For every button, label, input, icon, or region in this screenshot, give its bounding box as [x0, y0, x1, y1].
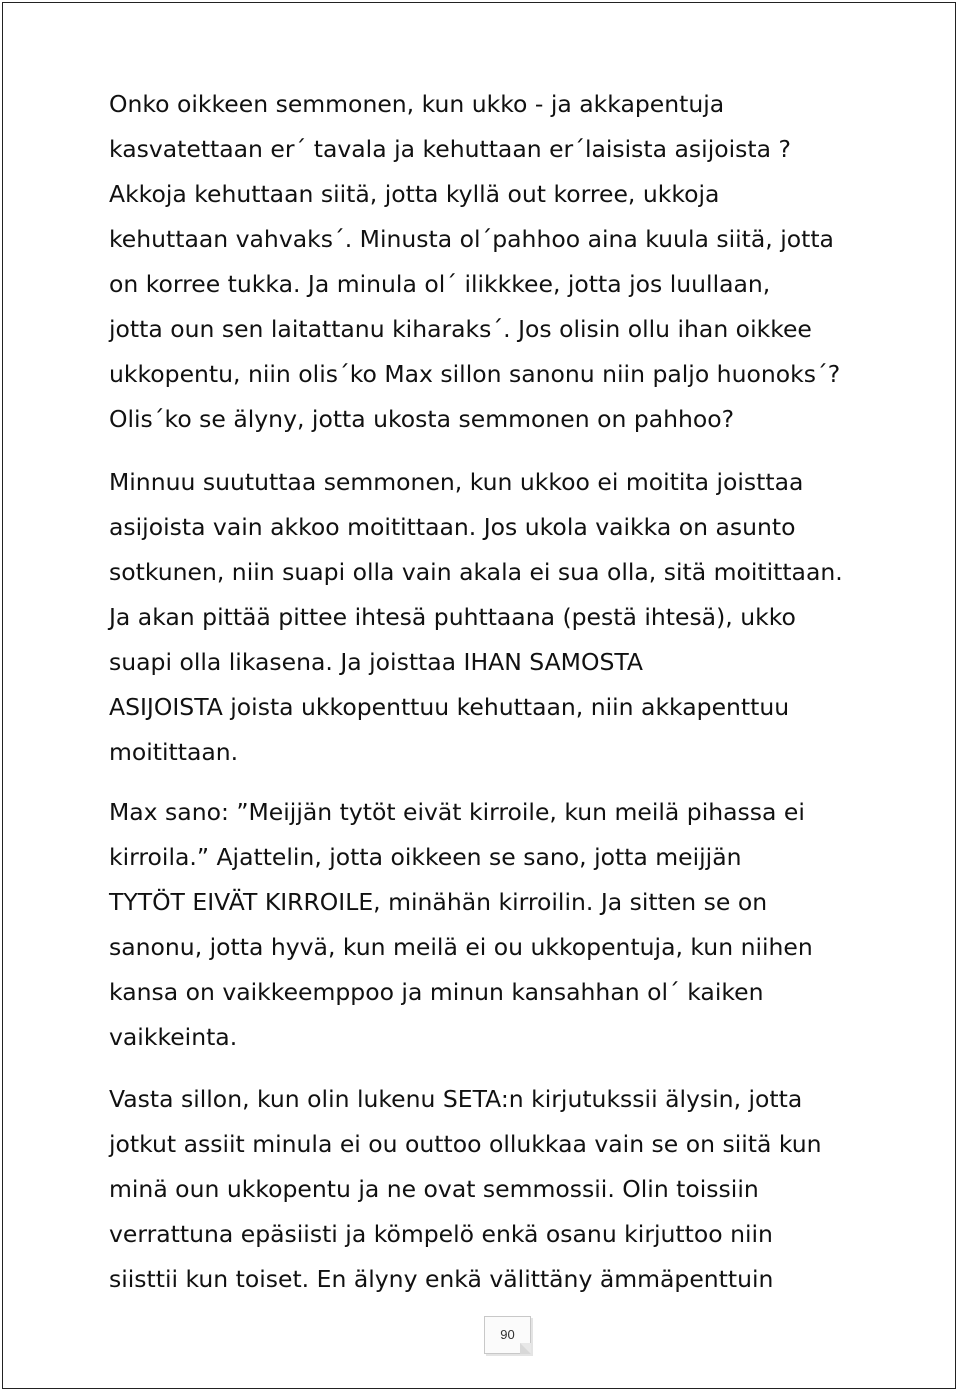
text-line: kehuttaan vahvaks´. Minusta ol´pahhoo aina kuula siitä, jotta	[109, 225, 834, 253]
text-line: Ja akan pittää pittee ihtesä puhttaana (pestä ihtesä), ukko	[109, 603, 796, 631]
text-line: moitittaan.	[109, 738, 239, 766]
text-line: kasvatettaan er´ tavala ja kehuttaan er´laisista asijoista ?	[109, 135, 791, 163]
paragraph-1	[109, 82, 899, 442]
text-line: kirroila.” Ajattelin, jotta oikkeen se sano, jotta meijjän	[109, 843, 742, 871]
text-line: Onko oikkeen semmonen, kun ukko - ja akkapentuja	[109, 90, 725, 118]
paragraph-4	[109, 1077, 899, 1302]
text-line: ASIJOISTA joista ukkopenttuu kehuttaan, niin akkapenttuu	[109, 693, 790, 721]
text-line: sanonu, jotta hyvä, kun meilä ei ou ukkopentuja, kun niihen	[109, 933, 813, 961]
text-line: Olis´ko se älyny, jotta ukosta semmonen on pahhoo?	[109, 405, 735, 433]
page-number-box	[484, 1316, 531, 1354]
text-line: kansa on vaikkeemppoo ja minun kansahhan ol´ kaiken	[109, 978, 764, 1006]
paragraph-2	[109, 460, 899, 775]
text-line: Vasta sillon, kun olin lukenu SETA:n kirjutukssii älysin, jotta	[109, 1085, 803, 1113]
text-line: on korree tukka. Ja minula ol´ ilikkkee, jotta jos luullaan,	[109, 270, 771, 298]
text-line: siisttii kun toiset. En älyny enkä välittäny ämmäpenttuin	[109, 1265, 774, 1293]
text-line: TYTÖT EIVÄT KIRROILE, minähän kirroilin. Ja sitten se on	[109, 888, 768, 916]
text-line: asijoista vain akkoo moitittaan. Jos ukola vaikka on asunto	[109, 513, 796, 541]
text-line: jotta oun sen laitattanu kiharaks´. Jos olisin ollu ihan oikkee	[109, 315, 812, 343]
text-line: minä oun ukkopentu ja ne ovat semmossii. Olin toissiin	[109, 1175, 759, 1203]
text-line: jotkut assiit minula ei ou outtoo ollukkaa vain se on siitä kun	[109, 1130, 822, 1158]
text-line: ukkopentu, niin olis´ko Max sillon sanonu niin paljo huonoks´?	[109, 360, 841, 388]
text-line: Akkoja kehuttaan siitä, jotta kyllä out korree, ukkoja	[109, 180, 720, 208]
text-line: suapi olla likasena. Ja joisttaa IHAN SAMOSTA	[109, 648, 643, 676]
text-line: vaikkeinta.	[109, 1023, 238, 1051]
paragraph-3	[109, 790, 899, 1060]
text-line: sotkunen, niin suapi olla vain akala ei sua olla, sitä moitittaan.	[109, 558, 843, 586]
page-curl-icon	[520, 1343, 531, 1354]
text-line: Max sano: ”Meijjän tytöt eivät kirroile, kun meilä pihassa ei	[109, 798, 805, 826]
page-number: 90	[500, 1327, 515, 1342]
text-line: Minnuu suututtaa semmonen, kun ukkoo ei moitita joisttaa	[109, 468, 804, 496]
text-line: verrattuna epäsiisti ja kömpelö enkä osanu kirjuttoo niin	[109, 1220, 773, 1248]
